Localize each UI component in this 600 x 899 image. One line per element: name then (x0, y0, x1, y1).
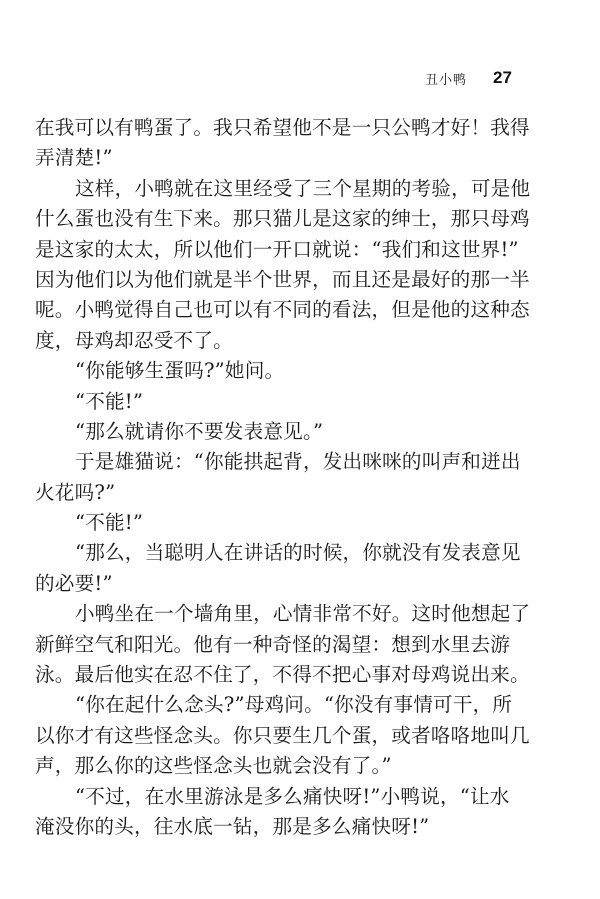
text-line: 在我可以有鸭蛋了。我只希望他不是一只公鸭才好！我得 (35, 116, 530, 139)
text-line: 弄清楚!” (35, 146, 113, 170)
text-line: 是这家的太太，所以他们一开口就说：“我们和这世界!” (35, 237, 519, 261)
text-line: 小鸭坐在一个墙角里，心情非常不好。这时他想起了 (75, 602, 531, 626)
text-line: “不能!” (75, 389, 144, 413)
text-line: “不能!” (75, 511, 144, 535)
text-line: 什么蛋也没有生下来。那只猫儿是这家的绅士，那只母鸡 (35, 207, 530, 231)
text-line: 呢。小鸭觉得自己也可以有不同的看法，但是他的这种态 (35, 298, 530, 322)
text-line: 泳。最后他实在忍不住了，不得不把心事对母鸡说出来。 (35, 663, 530, 687)
text-line: “那么，当聪明人在讲话的时候，你就没有发表意见 (75, 541, 521, 565)
text-line: “你在起什么念头?”母鸡问。“你没有事情可干，所 (75, 693, 513, 717)
text-line: 这样，小鸭就在这里经受了三个星期的考验，可是他 (75, 176, 531, 200)
text-line: 火花吗?” (35, 480, 116, 504)
text-line: 以你才有这些怪念头。你只要生几个蛋，或者咯咯地叫几 (35, 723, 530, 747)
text-line: 因为他们以为他们就是半个世界，而且还是最好的那一半 (35, 267, 530, 291)
text-line: 淹没你的头，往水底一钻，那是多么痛快呀!” (35, 814, 430, 838)
running-title: 丑小鸭 (425, 72, 468, 88)
text-line: 新鲜空气和阳光。他有一种奇怪的渴望：想到水里去游 (35, 632, 511, 656)
text-line: “那么就请你不要发表意见。” (75, 419, 324, 443)
text-line: 度，母鸡却忍受不了。 (35, 328, 233, 352)
text-line: 的必要!” (35, 571, 113, 595)
body-text (35, 113, 531, 842)
page-number: 27 (493, 68, 512, 87)
text-line: “你能够生蛋吗?”她问。 (75, 359, 285, 383)
text-line: 于是雄猫说：“你能拱起背，发出咪咪的叫声和迸出 (75, 450, 521, 474)
running-head (425, 66, 512, 90)
text-line: 声，那么你的这些怪念头也就会没有了。” (35, 754, 392, 778)
text-line: “不过，在水里游泳是多么痛快呀!”小鸭说，“让水 (75, 784, 510, 808)
